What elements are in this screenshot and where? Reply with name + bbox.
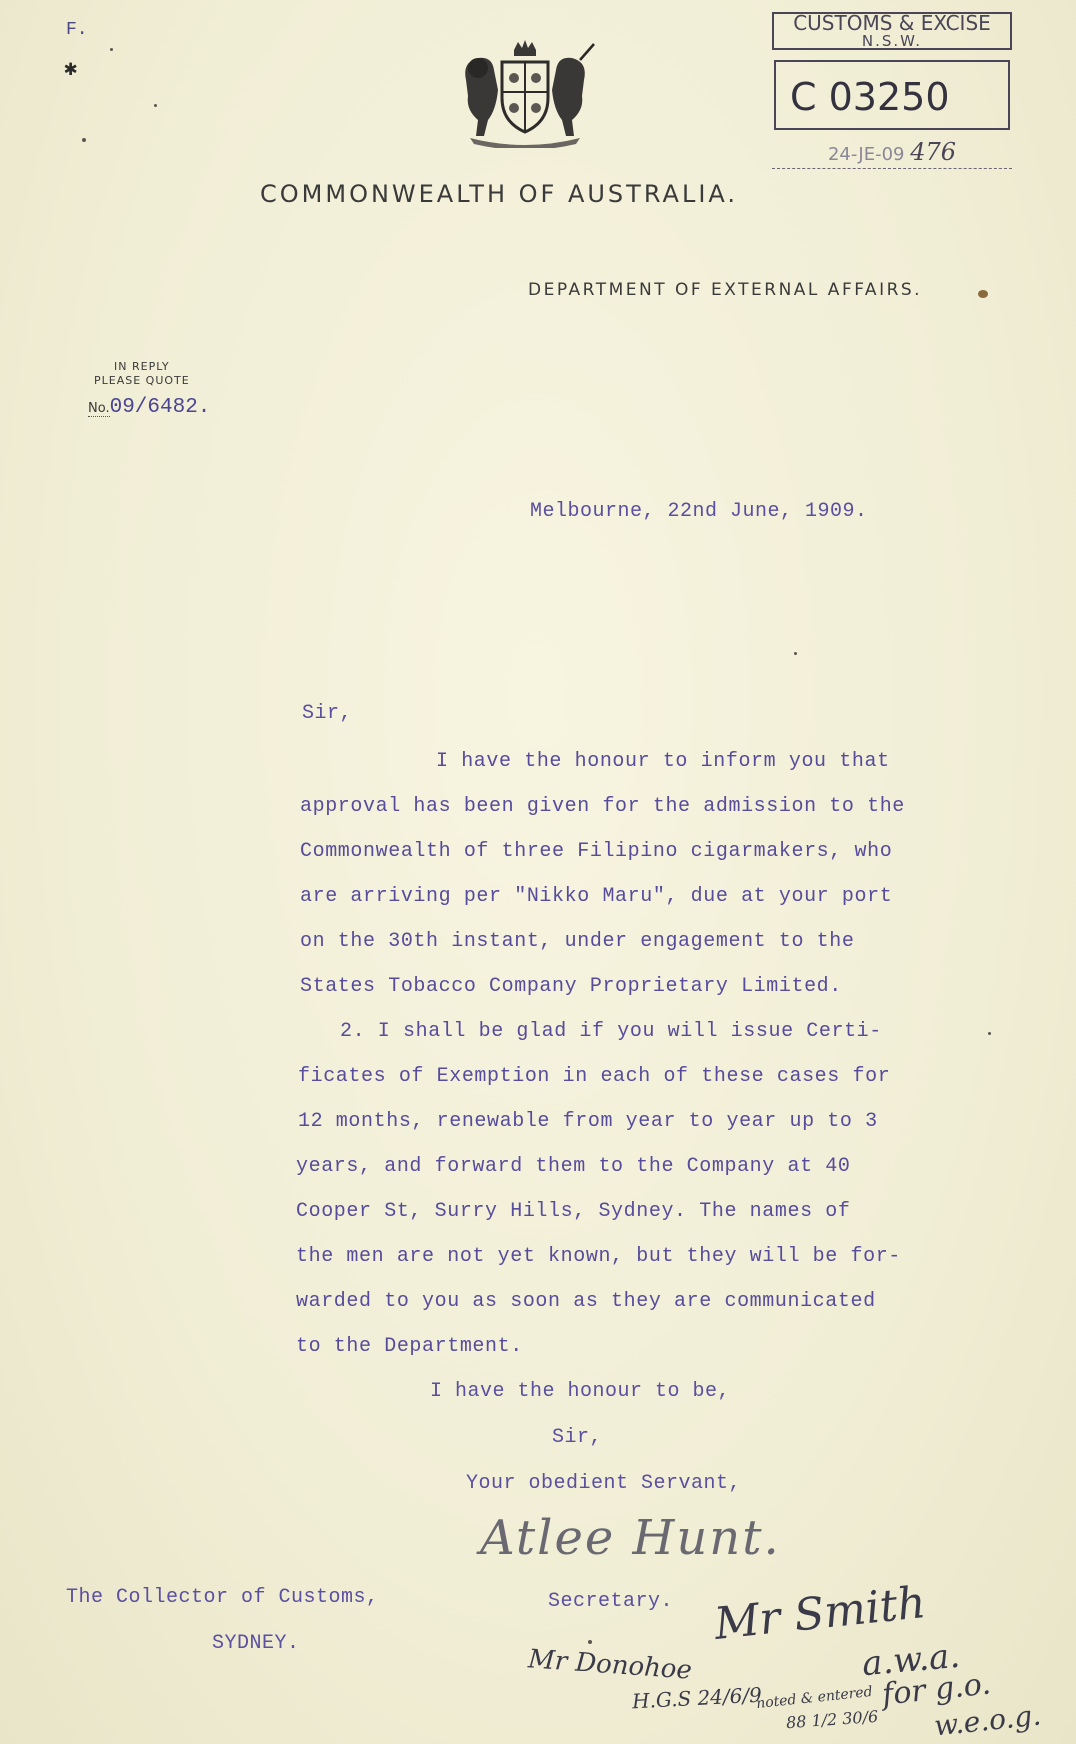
reply-number-row — [88, 396, 210, 419]
body-line: I have the honour to inform you that — [436, 750, 890, 773]
reply-number: 09/6482. — [109, 396, 211, 419]
signatory-title: Secretary. — [548, 1590, 674, 1613]
stamp-date-row — [772, 136, 1012, 169]
reply-no-label: No. — [88, 401, 110, 416]
annotation-hgs-date: H.G.S 24/6/9 — [631, 1682, 763, 1714]
addressee-line2: SYDNEY. — [212, 1632, 300, 1655]
ink-blot — [978, 290, 988, 298]
annotation-ref: 88 1/2 30/6 — [785, 1706, 879, 1733]
annotation-smith: Mr Smith — [711, 1577, 929, 1650]
date-line: Melbourne, 22nd June, 1909. — [530, 500, 868, 523]
stamp-title: CUSTOMS & EXCISE — [793, 11, 991, 35]
speck — [154, 104, 157, 107]
annotation-initials: a.w.a. — [860, 1635, 962, 1685]
body-line: are arriving per "Nikko Maru", due at your port — [300, 885, 893, 908]
signature: Atlee Hunt. — [480, 1510, 781, 1566]
annotation-donohoe: Mr Donohoe — [527, 1644, 693, 1686]
body-line: to the Department. — [296, 1335, 523, 1358]
speck — [588, 1640, 592, 1644]
body-line: the men are not yet known, but they will be for- — [296, 1245, 901, 1268]
speck — [110, 48, 113, 51]
closing-line1: I have the honour to be, — [430, 1380, 731, 1403]
corner-mark: F. — [66, 20, 88, 40]
speck — [82, 138, 86, 142]
body-line: Cooper St, Surry Hills, Sydney. The names of — [296, 1200, 851, 1223]
stamp-date: 24-JE-09 — [827, 144, 905, 165]
speck — [988, 1032, 991, 1035]
salutation: Sir, — [302, 702, 353, 725]
stamp-region: N.S.W. — [861, 32, 923, 50]
annotation-noted: noted & entered — [755, 1683, 874, 1713]
speck — [794, 652, 797, 655]
addressee-line1: The Collector of Customs, — [66, 1586, 379, 1609]
stamp-handwritten-number: 476 — [910, 138, 957, 166]
closing-line2: Sir, — [552, 1426, 603, 1449]
letterhead-department: DEPARTMENT OF EXTERNAL AFFAIRS. — [528, 280, 923, 300]
body-line: 12 months, renewable from year to year up to 3 — [298, 1110, 878, 1133]
body-line: years, and forward them to the Company at 40 — [296, 1155, 851, 1178]
ink-mark-icon: ✱ — [64, 57, 78, 82]
body-line: Commonwealth of three Filipino cigarmakers, who — [300, 840, 893, 863]
stamp-number: C 03250 — [774, 60, 1010, 130]
annotation-for: for g.o. — [880, 1666, 993, 1713]
closing-line3: Your obedient Servant, — [466, 1472, 742, 1495]
body-line: warded to you as soon as they are communicated — [296, 1290, 876, 1313]
body-line: on the 30th instant, under engagement to the — [300, 930, 855, 953]
annotation-weog: w.e.o.g. — [932, 1698, 1043, 1743]
body-line: States Tobacco Company Proprietary Limited. — [300, 975, 842, 998]
body-line: ficates of Exemption in each of these cases for — [298, 1065, 891, 1088]
body-line: approval has been given for the admission to the — [300, 795, 905, 818]
coat-of-arms-icon — [448, 40, 602, 148]
letterhead-country: COMMONWEALTH OF AUSTRALIA. — [260, 180, 739, 208]
reply-line2: PLEASE QUOTE — [94, 374, 190, 387]
customs-stamp — [772, 12, 1012, 170]
reply-line1: IN REPLY — [114, 360, 170, 373]
body-line: 2. I shall be glad if you will issue Certi- — [340, 1020, 882, 1043]
stamp-header — [772, 12, 1012, 50]
